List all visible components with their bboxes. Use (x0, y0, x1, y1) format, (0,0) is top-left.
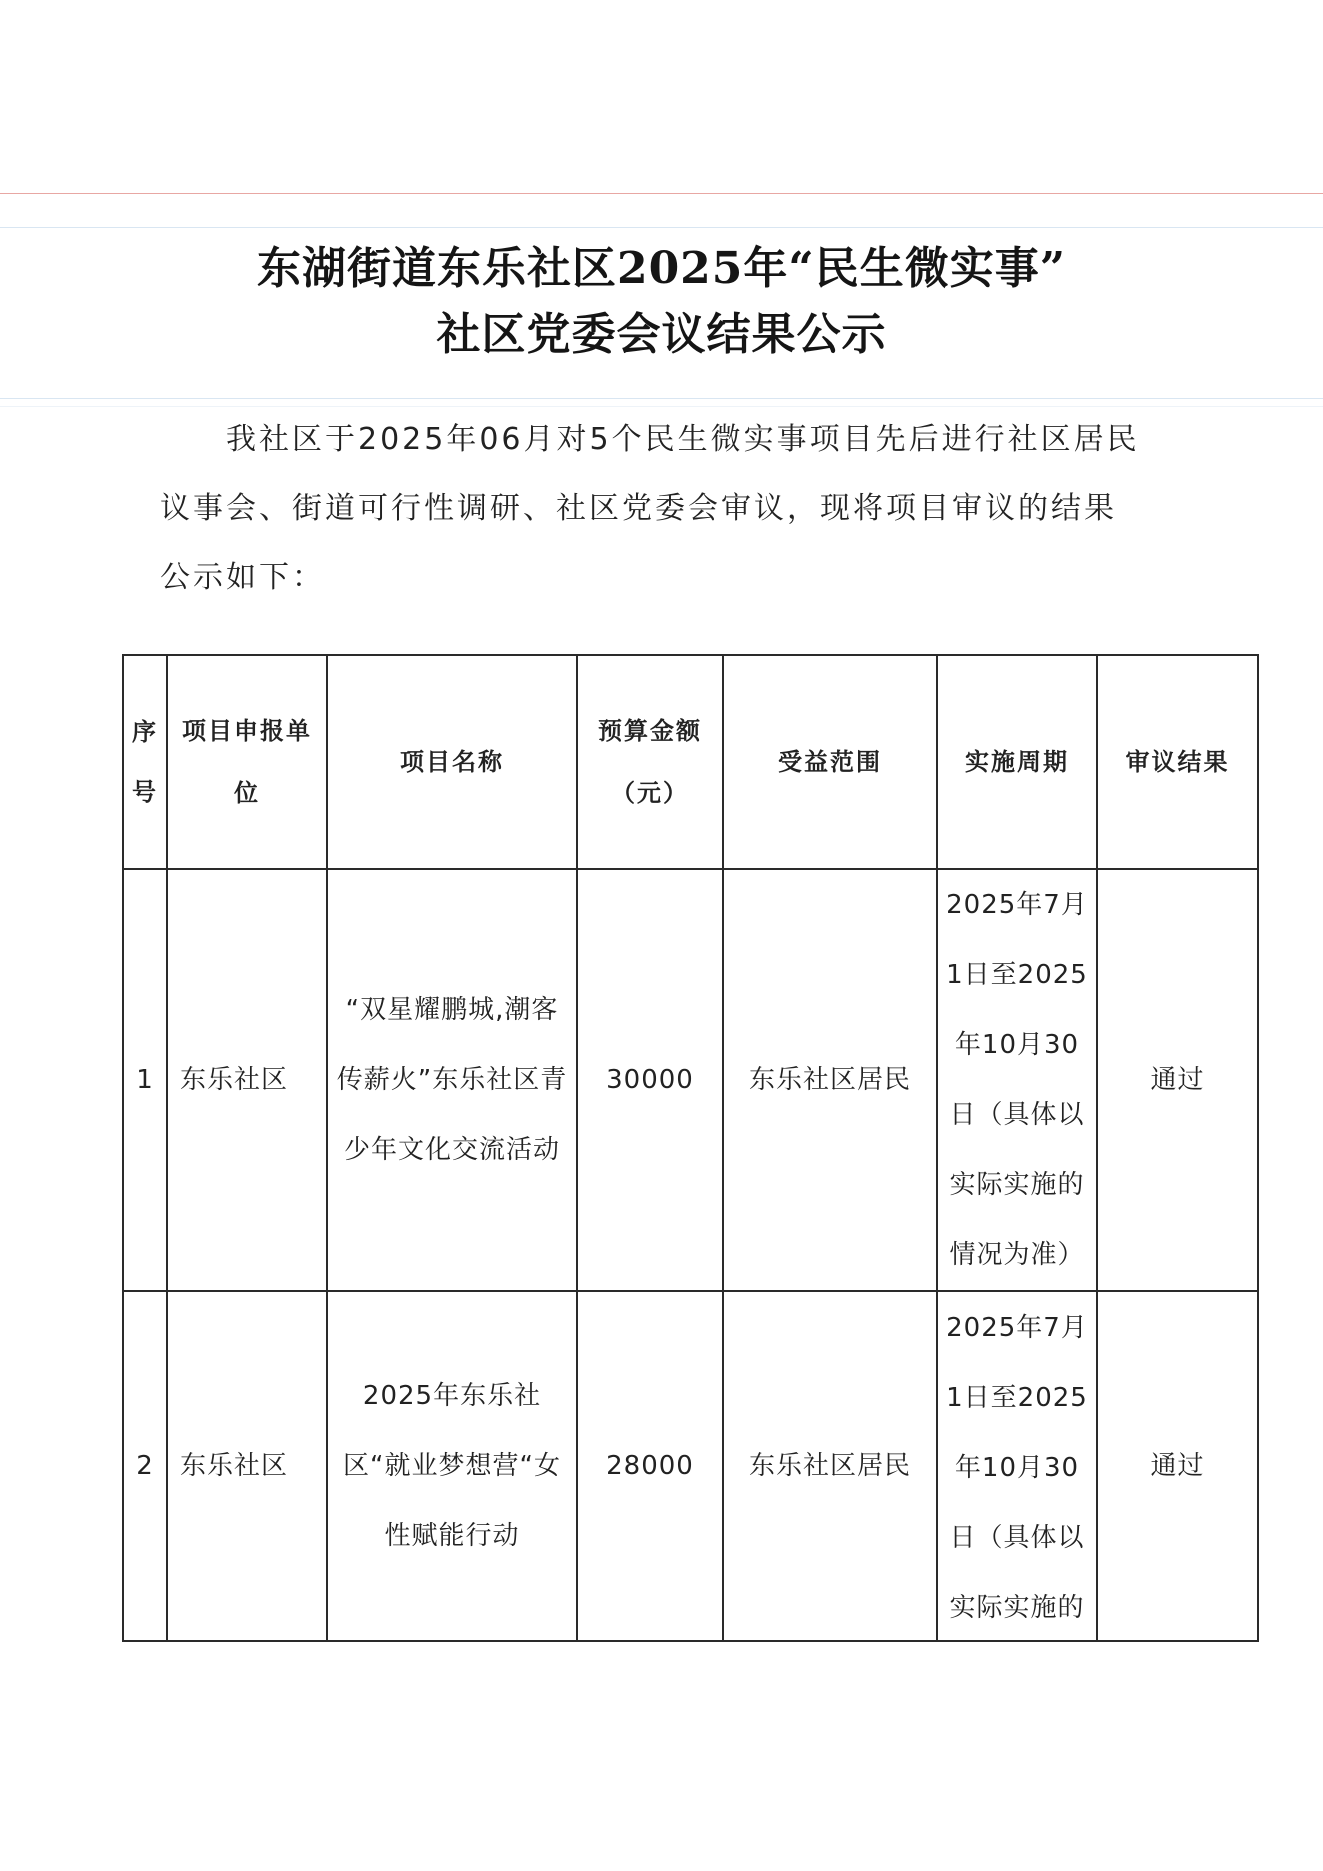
cell-budget: 30000 (577, 869, 723, 1291)
scan-artifact-line (0, 193, 1323, 194)
cell-unit: 东乐社区 (167, 869, 327, 1291)
header-seq: 序号 (123, 655, 167, 869)
cell-result: 通过 (1097, 869, 1258, 1291)
document-title-line-1: 东湖街道东乐社区2025年“民生微实事” (256, 243, 1067, 294)
cell-seq: 2 (123, 1291, 167, 1641)
table-row (123, 1291, 1258, 1641)
cell-name: “双星耀鹏城,潮客传薪火”东乐社区青少年文化交流活动 (327, 869, 577, 1291)
header-result: 审议结果 (1097, 655, 1258, 869)
scan-artifact-line (0, 227, 1323, 228)
cell-seq: 1 (123, 869, 167, 1291)
scan-artifact-line (0, 398, 1323, 399)
header-scope: 受益范围 (723, 655, 937, 869)
cell-name: 2025年东乐社区“就业梦想营“女性赋能行动 (327, 1291, 577, 1641)
results-table (122, 654, 1259, 1642)
cell-scope: 东乐社区居民 (723, 869, 937, 1291)
intro-text: 我社区于2025年06月对5个民生微实事项目先后进行社区居民议事会、街道可行性调研、社区党委会审议，现将项目审议的结果公示如下： (160, 422, 1140, 595)
cell-period (937, 1291, 1097, 1641)
table-header-row (123, 655, 1258, 869)
document-title-line-2: 社区党委会议结果公示 (436, 309, 887, 360)
header-budget: 预算金额（元） (577, 655, 723, 869)
cell-result: 通过 (1097, 1291, 1258, 1641)
cell-budget: 28000 (577, 1291, 723, 1641)
header-unit: 项目申报单位 (167, 655, 327, 869)
cell-period-text: 2025年7月1日至2025年10月30日（具体以实际实施的 (946, 1313, 1088, 1623)
cell-unit: 东乐社区 (167, 1291, 327, 1641)
table-row (123, 869, 1258, 1291)
cell-period: 2025年7月1日至2025年10月30日（具体以实际实施的情况为准） (937, 869, 1097, 1291)
header-name: 项目名称 (327, 655, 577, 869)
intro-paragraph (160, 405, 1140, 612)
cell-scope: 东乐社区居民 (723, 1291, 937, 1641)
header-period: 实施周期 (937, 655, 1097, 869)
